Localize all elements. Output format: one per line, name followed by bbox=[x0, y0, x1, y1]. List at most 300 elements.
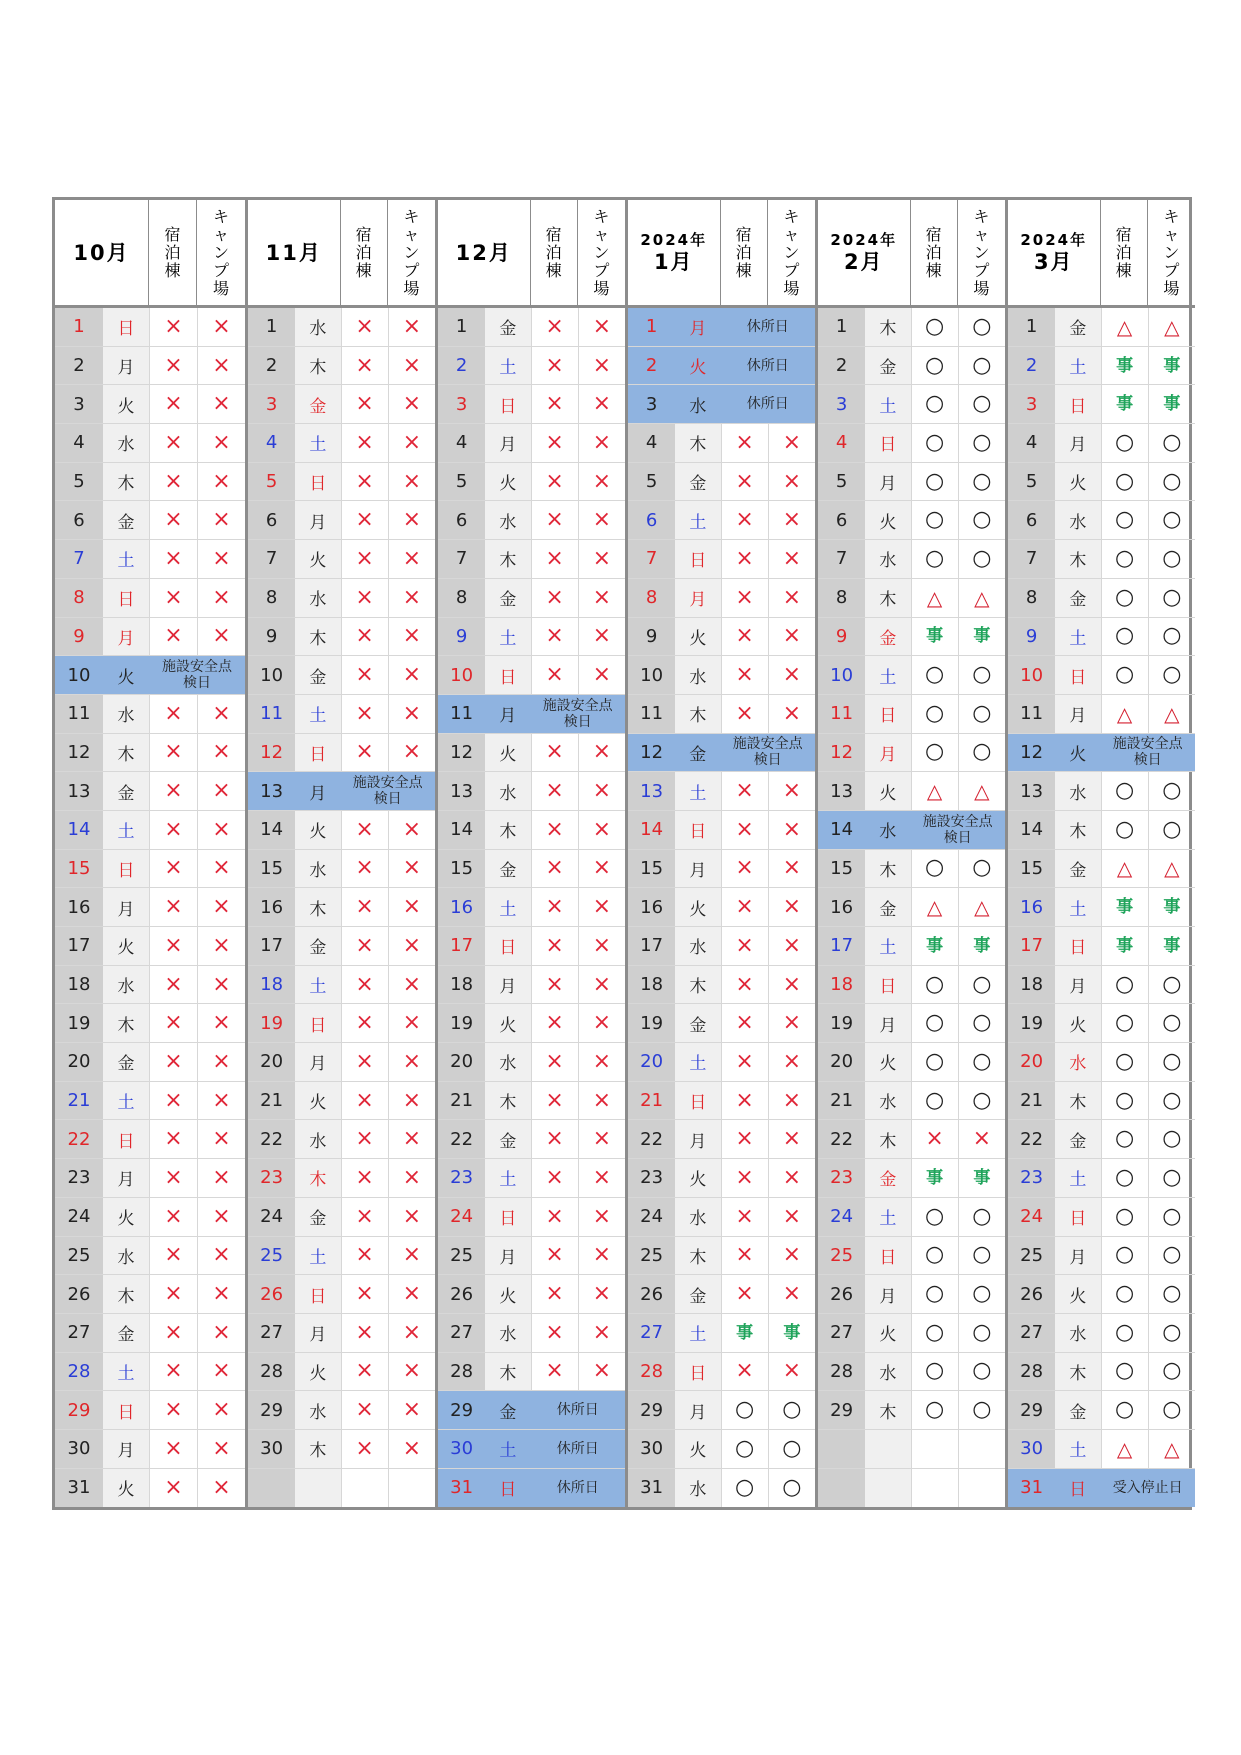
camp-status: × bbox=[388, 308, 435, 346]
camp-status: ○ bbox=[958, 695, 1005, 733]
camp-status: × bbox=[197, 850, 245, 888]
day-row bbox=[1008, 501, 1195, 540]
day-row bbox=[818, 501, 1005, 540]
weekday: 火 bbox=[1055, 1004, 1100, 1042]
weekday: 木 bbox=[675, 1237, 720, 1275]
header-camp bbox=[958, 200, 1005, 305]
lodge-status: ○ bbox=[911, 1314, 958, 1352]
lodge-status: ○ bbox=[1101, 540, 1148, 578]
month-column bbox=[435, 200, 625, 1507]
weekday: 水 bbox=[295, 308, 340, 346]
weekday: 月 bbox=[295, 501, 340, 539]
lodge-status: ○ bbox=[721, 1430, 768, 1468]
day-number: 27 bbox=[248, 1314, 295, 1352]
day-row bbox=[1008, 618, 1195, 657]
day-number: 15 bbox=[1008, 850, 1055, 888]
weekday: 火 bbox=[295, 1353, 340, 1391]
lodge-status: 事 bbox=[911, 618, 958, 656]
weekday: 金 bbox=[689, 744, 707, 765]
day-number: 21 bbox=[818, 1082, 865, 1120]
camp-status: × bbox=[578, 501, 625, 539]
weekday: 金 bbox=[865, 347, 910, 385]
weekday: 金 bbox=[675, 1275, 720, 1313]
day-number: 12 bbox=[55, 734, 103, 772]
camp-status bbox=[958, 1430, 1005, 1468]
weekday: 月 bbox=[689, 319, 707, 340]
weekday: 火 bbox=[485, 1004, 530, 1042]
camp-status: × bbox=[578, 1004, 625, 1042]
day-row bbox=[818, 656, 1005, 695]
lodge-status: × bbox=[721, 966, 768, 1004]
day-number: 6 bbox=[55, 501, 103, 539]
day-row bbox=[1008, 1353, 1195, 1392]
lodge-status: × bbox=[341, 656, 388, 694]
camp-status: × bbox=[197, 1043, 245, 1081]
day-note: 休所日 bbox=[746, 318, 789, 335]
camp-status: ○ bbox=[768, 1430, 815, 1468]
day-number: 27 bbox=[628, 1314, 675, 1352]
weekday: 日 bbox=[675, 540, 720, 578]
day-number: 21 bbox=[248, 1082, 295, 1120]
header-lodge bbox=[341, 200, 388, 305]
weekday: 日 bbox=[485, 656, 530, 694]
day-row bbox=[1008, 772, 1195, 811]
weekday: 月 bbox=[103, 618, 149, 656]
camp-status: △ bbox=[1148, 308, 1195, 346]
day-number: 18 bbox=[628, 966, 675, 1004]
camp-status: × bbox=[388, 1120, 435, 1158]
weekday: 月 bbox=[485, 1237, 530, 1275]
camp-status: ○ bbox=[1148, 811, 1195, 849]
lodge-status: × bbox=[531, 811, 578, 849]
lodge-status: × bbox=[721, 850, 768, 888]
weekday: 月 bbox=[499, 706, 517, 727]
lodge-status: × bbox=[341, 540, 388, 578]
month-header bbox=[628, 200, 815, 308]
camp-status bbox=[958, 1469, 1005, 1508]
month-year: 2024年 bbox=[830, 230, 898, 249]
camp-status: ○ bbox=[1148, 966, 1195, 1004]
day-number: 13 bbox=[438, 772, 485, 810]
weekday: 金 bbox=[103, 1043, 149, 1081]
day-row bbox=[628, 734, 815, 773]
weekday: 日 bbox=[295, 734, 340, 772]
day-row bbox=[1008, 850, 1195, 889]
lodge-status: × bbox=[531, 1120, 578, 1158]
day-row bbox=[628, 618, 815, 657]
weekday: 金 bbox=[295, 1198, 340, 1236]
day-row bbox=[438, 734, 625, 773]
weekday: 月 bbox=[485, 424, 530, 462]
lodge-status: × bbox=[341, 424, 388, 462]
month-column bbox=[815, 200, 1005, 1507]
day-row bbox=[438, 540, 625, 579]
day-number: 8 bbox=[1008, 579, 1055, 617]
weekday: 月 bbox=[865, 734, 910, 772]
day-row bbox=[818, 888, 1005, 927]
lodge-status: △ bbox=[1101, 695, 1148, 733]
day-number: 10 bbox=[67, 664, 91, 686]
camp-status: × bbox=[388, 850, 435, 888]
day-row bbox=[818, 966, 1005, 1005]
day-row bbox=[438, 966, 625, 1005]
weekday: 日 bbox=[103, 308, 149, 346]
weekday: 火 bbox=[295, 540, 340, 578]
weekday: 火 bbox=[485, 734, 530, 772]
day-row bbox=[248, 966, 435, 1005]
lodge-status: × bbox=[721, 1159, 768, 1197]
day-row bbox=[818, 1391, 1005, 1430]
lodge-status: ○ bbox=[1101, 1198, 1148, 1236]
camp-status: × bbox=[388, 1430, 435, 1468]
day-number: 19 bbox=[248, 1004, 295, 1042]
weekday: 土 bbox=[865, 927, 910, 965]
camp-status: 事 bbox=[1148, 385, 1195, 423]
day-number: 26 bbox=[55, 1275, 103, 1313]
weekday: 木 bbox=[1055, 1082, 1100, 1120]
weekday: 土 bbox=[675, 1043, 720, 1081]
day-row bbox=[438, 347, 625, 386]
camp-status: × bbox=[388, 1159, 435, 1197]
day-number: 11 bbox=[818, 695, 865, 733]
day-number: 7 bbox=[628, 540, 675, 578]
weekday: 木 bbox=[295, 1159, 340, 1197]
day-row bbox=[248, 1159, 435, 1198]
day-note: 施設安全点検日 bbox=[732, 736, 803, 769]
day-number: 21 bbox=[55, 1082, 103, 1120]
day-note: 施設安全点検日 bbox=[1112, 736, 1183, 769]
lodge-status: 事 bbox=[1101, 927, 1148, 965]
weekday: 土 bbox=[865, 385, 910, 423]
header-lodge-label: 宿泊棟 bbox=[1115, 224, 1132, 280]
lodge-status: × bbox=[341, 1198, 388, 1236]
lodge-status: × bbox=[341, 1314, 388, 1352]
day-number: 24 bbox=[628, 1198, 675, 1236]
camp-status: × bbox=[578, 734, 625, 772]
weekday: 日 bbox=[1069, 1480, 1087, 1501]
day-row bbox=[55, 1353, 245, 1392]
day-number: 18 bbox=[55, 966, 103, 1004]
lodge-status: × bbox=[721, 1237, 768, 1275]
day-row bbox=[1008, 1469, 1195, 1508]
day-row bbox=[1008, 656, 1195, 695]
weekday: 火 bbox=[485, 1275, 530, 1313]
day-number: 22 bbox=[818, 1120, 865, 1158]
lodge-status: × bbox=[531, 463, 578, 501]
camp-status: × bbox=[388, 1004, 435, 1042]
camp-status: ○ bbox=[958, 1004, 1005, 1042]
lodge-status: × bbox=[341, 1237, 388, 1275]
camp-status: × bbox=[768, 850, 815, 888]
lodge-status: ○ bbox=[1101, 1082, 1148, 1120]
day-row bbox=[248, 579, 435, 618]
day-row bbox=[248, 1430, 435, 1469]
weekday: 火 bbox=[865, 1314, 910, 1352]
day-row bbox=[438, 1430, 625, 1469]
lodge-status: 事 bbox=[911, 927, 958, 965]
weekday: 土 bbox=[675, 1314, 720, 1352]
lodge-status: × bbox=[341, 927, 388, 965]
weekday: 月 bbox=[865, 1275, 910, 1313]
lodge-status: ○ bbox=[911, 385, 958, 423]
day-row bbox=[248, 811, 435, 850]
day-number: 1 bbox=[1008, 308, 1055, 346]
day-row bbox=[818, 540, 1005, 579]
day-note: 休所日 bbox=[746, 396, 789, 413]
lodge-status: × bbox=[721, 463, 768, 501]
day-row bbox=[438, 1237, 625, 1276]
weekday: 月 bbox=[675, 850, 720, 888]
camp-status: ○ bbox=[1148, 1159, 1195, 1197]
weekday: 土 bbox=[1055, 1430, 1100, 1468]
weekday: 金 bbox=[485, 1120, 530, 1158]
day-row bbox=[818, 1314, 1005, 1353]
day-number: 28 bbox=[1008, 1353, 1055, 1391]
camp-status: × bbox=[768, 1043, 815, 1081]
camp-status: ○ bbox=[1148, 1120, 1195, 1158]
day-row bbox=[1008, 1004, 1195, 1043]
camp-status: × bbox=[388, 695, 435, 733]
day-row bbox=[628, 579, 815, 618]
day-number: 23 bbox=[248, 1159, 295, 1197]
lodge-status: 事 bbox=[911, 1159, 958, 1197]
camp-status: × bbox=[578, 850, 625, 888]
lodge-status: ○ bbox=[911, 1391, 958, 1429]
camp-status: ○ bbox=[1148, 501, 1195, 539]
camp-status: × bbox=[768, 927, 815, 965]
header-camp-label: キャンプ場 bbox=[212, 206, 229, 298]
weekday: 火 bbox=[865, 1043, 910, 1081]
day-row bbox=[248, 1314, 435, 1353]
lodge-status: × bbox=[341, 1082, 388, 1120]
day-number: 1 bbox=[818, 308, 865, 346]
lodge-status: ○ bbox=[911, 463, 958, 501]
lodge-status: × bbox=[149, 850, 197, 888]
day-row bbox=[438, 1082, 625, 1121]
day-number: 8 bbox=[55, 579, 103, 617]
lodge-status: × bbox=[721, 656, 768, 694]
day-number: 17 bbox=[438, 927, 485, 965]
camp-status: × bbox=[578, 656, 625, 694]
day-row bbox=[55, 1159, 245, 1198]
lodge-status: ○ bbox=[911, 308, 958, 346]
day-number: 11 bbox=[248, 695, 295, 733]
day-row bbox=[1008, 695, 1195, 734]
lodge-status: 事 bbox=[1101, 347, 1148, 385]
camp-status: × bbox=[388, 1043, 435, 1081]
camp-status: × bbox=[388, 888, 435, 926]
lodge-status: × bbox=[531, 1237, 578, 1275]
camp-status: × bbox=[197, 772, 245, 810]
weekday: 火 bbox=[675, 888, 720, 926]
camp-status: △ bbox=[958, 772, 1005, 810]
weekday: 木 bbox=[485, 540, 530, 578]
day-number: 5 bbox=[438, 463, 485, 501]
day-number: 22 bbox=[628, 1120, 675, 1158]
weekday: 水 bbox=[675, 656, 720, 694]
day-row bbox=[248, 308, 435, 347]
weekday: 土 bbox=[295, 695, 340, 733]
day-row bbox=[1008, 1391, 1195, 1430]
day-row bbox=[818, 1004, 1005, 1043]
day-row bbox=[55, 579, 245, 618]
day-number: 4 bbox=[438, 424, 485, 462]
day-row bbox=[818, 1120, 1005, 1159]
month-header bbox=[1008, 200, 1195, 308]
lodge-status: × bbox=[341, 1004, 388, 1042]
day-number: 12 bbox=[438, 734, 485, 772]
day-number bbox=[818, 1469, 865, 1508]
weekday: 月 bbox=[103, 888, 149, 926]
lodge-status: × bbox=[911, 1120, 958, 1158]
day-number: 14 bbox=[1008, 811, 1055, 849]
month-title bbox=[55, 200, 149, 305]
weekday: 木 bbox=[865, 308, 910, 346]
lodge-status: △ bbox=[1101, 850, 1148, 888]
camp-status: ○ bbox=[1148, 1004, 1195, 1042]
weekday: 土 bbox=[103, 1353, 149, 1391]
lodge-status: × bbox=[149, 1237, 197, 1275]
lodge-status: ○ bbox=[911, 966, 958, 1004]
day-note: 休所日 bbox=[556, 1402, 599, 1419]
camp-status: × bbox=[388, 579, 435, 617]
weekday: 土 bbox=[1055, 1159, 1100, 1197]
day-row bbox=[438, 1043, 625, 1082]
day-row bbox=[818, 1198, 1005, 1237]
weekday: 水 bbox=[1055, 1043, 1100, 1081]
day-number: 11 bbox=[1008, 695, 1055, 733]
day-number: 5 bbox=[55, 463, 103, 501]
lodge-status: ○ bbox=[911, 1004, 958, 1042]
lodge-status: × bbox=[531, 501, 578, 539]
day-row bbox=[438, 424, 625, 463]
day-row bbox=[818, 1430, 1005, 1469]
camp-status: × bbox=[578, 347, 625, 385]
day-number: 29 bbox=[55, 1391, 103, 1429]
day-row bbox=[1008, 540, 1195, 579]
weekday: 木 bbox=[103, 734, 149, 772]
weekday: 月 bbox=[103, 1430, 149, 1468]
lodge-status: × bbox=[341, 966, 388, 1004]
day-row bbox=[818, 385, 1005, 424]
day-number: 13 bbox=[55, 772, 103, 810]
header-camp bbox=[768, 200, 815, 305]
camp-status: × bbox=[388, 424, 435, 462]
weekday: 火 bbox=[103, 927, 149, 965]
day-number: 6 bbox=[1008, 501, 1055, 539]
day-row bbox=[248, 501, 435, 540]
camp-status: ○ bbox=[1148, 1198, 1195, 1236]
camp-status: △ bbox=[1148, 1430, 1195, 1468]
weekday: 土 bbox=[485, 347, 530, 385]
lodge-status: × bbox=[341, 695, 388, 733]
day-number: 23 bbox=[628, 1159, 675, 1197]
day-row bbox=[248, 695, 435, 734]
weekday: 水 bbox=[1055, 1314, 1100, 1352]
header-lodge bbox=[721, 200, 768, 305]
day-row bbox=[248, 618, 435, 657]
camp-status: × bbox=[388, 463, 435, 501]
day-row bbox=[248, 927, 435, 966]
day-row bbox=[628, 1353, 815, 1392]
weekday: 金 bbox=[295, 927, 340, 965]
lodge-status: × bbox=[531, 424, 578, 462]
camp-status: × bbox=[197, 1237, 245, 1275]
weekday: 木 bbox=[865, 579, 910, 617]
day-row bbox=[55, 1120, 245, 1159]
camp-status: × bbox=[578, 1314, 625, 1352]
camp-status: × bbox=[388, 1275, 435, 1313]
weekday: 木 bbox=[485, 811, 530, 849]
day-row bbox=[818, 1237, 1005, 1276]
day-number: 12 bbox=[640, 741, 664, 763]
lodge-status: ○ bbox=[1101, 463, 1148, 501]
day-row bbox=[1008, 888, 1195, 927]
weekday: 月 bbox=[1055, 424, 1100, 462]
camp-status: × bbox=[578, 463, 625, 501]
weekday: 金 bbox=[865, 618, 910, 656]
lodge-status: ○ bbox=[911, 734, 958, 772]
day-row bbox=[628, 1043, 815, 1082]
day-number: 6 bbox=[818, 501, 865, 539]
day-number: 12 bbox=[1020, 741, 1044, 763]
lodge-status: × bbox=[149, 347, 197, 385]
weekday: 日 bbox=[1055, 927, 1100, 965]
day-row bbox=[438, 579, 625, 618]
camp-status: △ bbox=[1148, 850, 1195, 888]
camp-status: × bbox=[388, 1082, 435, 1120]
weekday: 水 bbox=[485, 1314, 530, 1352]
lodge-status: × bbox=[149, 424, 197, 462]
camp-status: × bbox=[768, 1353, 815, 1391]
lodge-status: × bbox=[149, 1391, 197, 1429]
weekday: 日 bbox=[103, 1120, 149, 1158]
camp-status: ○ bbox=[1148, 772, 1195, 810]
lodge-status: × bbox=[149, 579, 197, 617]
day-row bbox=[248, 1120, 435, 1159]
day-number: 1 bbox=[248, 308, 295, 346]
weekday: 土 bbox=[295, 966, 340, 1004]
day-number: 18 bbox=[248, 966, 295, 1004]
camp-status: × bbox=[578, 540, 625, 578]
lodge-status: × bbox=[341, 811, 388, 849]
day-row bbox=[818, 772, 1005, 811]
day-note: 施設安全点検日 bbox=[542, 697, 613, 730]
weekday: 木 bbox=[675, 966, 720, 1004]
day-row bbox=[818, 347, 1005, 386]
day-number: 24 bbox=[438, 1198, 485, 1236]
day-row bbox=[438, 850, 625, 889]
day-number: 2 bbox=[438, 347, 485, 385]
day-row bbox=[628, 1159, 815, 1198]
camp-status: ○ bbox=[958, 1353, 1005, 1391]
weekday: 火 bbox=[865, 501, 910, 539]
day-number: 8 bbox=[248, 579, 295, 617]
weekday: 水 bbox=[675, 1469, 720, 1508]
weekday: 月 bbox=[675, 579, 720, 617]
camp-status: × bbox=[768, 540, 815, 578]
lodge-status: ○ bbox=[911, 1043, 958, 1081]
lodge-status: × bbox=[531, 772, 578, 810]
lodge-status: × bbox=[341, 1159, 388, 1197]
camp-status: 事 bbox=[768, 1314, 815, 1352]
day-row bbox=[438, 772, 625, 811]
camp-status: ○ bbox=[1148, 1353, 1195, 1391]
day-row bbox=[1008, 1159, 1195, 1198]
day-row bbox=[248, 385, 435, 424]
camp-status: × bbox=[388, 540, 435, 578]
camp-status: × bbox=[768, 501, 815, 539]
